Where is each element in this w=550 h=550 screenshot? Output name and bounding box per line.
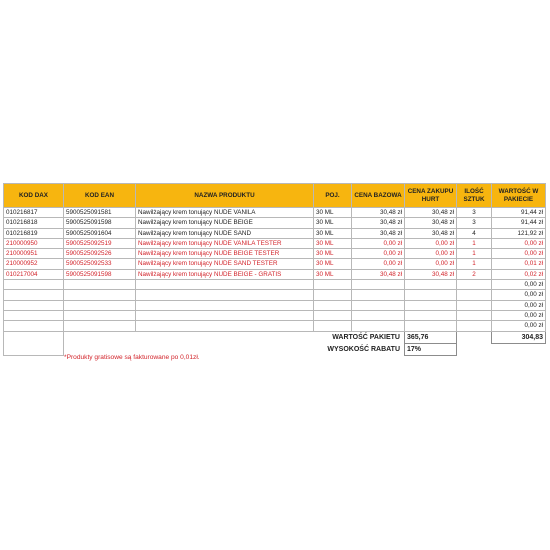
cell-product-name: Nawilżający krem tonujący NUDE BEIGE TESTER xyxy=(136,249,314,259)
cell-poj: 30 ML xyxy=(314,228,352,238)
cell-kod-dax: 010216819 xyxy=(4,228,64,238)
cell-kod-ean: 5900525091598 xyxy=(64,218,136,228)
package-base-total: 365,76 xyxy=(405,331,457,343)
cell-package-value: 0,00 zł xyxy=(492,310,546,320)
table-row xyxy=(4,218,546,228)
cell-kod-dax: 210000952 xyxy=(4,259,64,269)
empty-row xyxy=(4,310,546,320)
discount-value: 17% xyxy=(405,343,457,355)
cell-base-price: 30,48 zł xyxy=(352,269,405,279)
table-row xyxy=(4,259,546,269)
cell-kod-dax: 210000951 xyxy=(4,249,64,259)
package-value-total: 304,83 xyxy=(492,331,546,343)
cell-kod-dax: 010216817 xyxy=(4,208,64,218)
header-ilosc-sztuk: ILOŚĆ SZTUK xyxy=(457,184,492,208)
discount-label: WYSOKOŚĆ RABATU xyxy=(327,345,400,353)
cell-base-price: 30,48 zł xyxy=(352,208,405,218)
cell-poj: 30 ML xyxy=(314,249,352,259)
empty-row xyxy=(4,300,546,310)
cell-package-value: 0,00 zł xyxy=(492,280,546,290)
cell-kod-ean: 5900525091598 xyxy=(64,269,136,279)
cell-quantity: 1 xyxy=(457,259,492,269)
cell-package-value: 0,00 zł xyxy=(492,321,546,331)
table-row xyxy=(4,208,546,218)
cell-kod-ean: 5900525091581 xyxy=(64,208,136,218)
cell-wholesale-price: 0,00 zł xyxy=(405,259,457,269)
header-cena-bazowa: CENA BAZOWA xyxy=(352,184,405,208)
cell-kod-ean: 5900525091604 xyxy=(64,228,136,238)
cell-base-price: 0,00 zł xyxy=(352,249,405,259)
cell-poj: 30 ML xyxy=(314,218,352,228)
cell-base-price: 30,48 zł xyxy=(352,228,405,238)
cell-kod-dax: 010217004 xyxy=(4,269,64,279)
cell-quantity: 3 xyxy=(457,208,492,218)
cell-base-price: 30,48 zł xyxy=(352,218,405,228)
cell-package-value: 0,00 zł xyxy=(492,290,546,300)
empty-row xyxy=(4,321,546,331)
price-sheet xyxy=(3,183,546,356)
table-row xyxy=(4,249,546,259)
header-kod-dax: KOD DAX xyxy=(4,184,64,208)
cell-package-value: 0,01 zł xyxy=(492,259,546,269)
cell-package-value: 0,00 zł xyxy=(492,249,546,259)
cell-product-name: Nawilżający krem tonujący NUDE VANILA TESTER xyxy=(136,238,314,248)
cell-base-price: 0,00 zł xyxy=(352,238,405,248)
cell-poj: 30 ML xyxy=(314,269,352,279)
cell-quantity: 1 xyxy=(457,249,492,259)
cell-kod-ean: 5900525092533 xyxy=(64,259,136,269)
cell-poj: 30 ML xyxy=(314,208,352,218)
cell-wholesale-price: 30,48 zł xyxy=(405,228,457,238)
cell-quantity: 1 xyxy=(457,238,492,248)
cell-quantity: 4 xyxy=(457,228,492,238)
gratis-note: *Produkty gratisowe są fakturowane po 0,01zł. xyxy=(64,354,200,361)
cell-quantity: 2 xyxy=(457,269,492,279)
header-poj: POJ. xyxy=(314,184,352,208)
table-row xyxy=(4,228,546,238)
header-kod-ean: KOD EAN xyxy=(64,184,136,208)
package-value-label: WARTOŚĆ PAKIETU xyxy=(64,331,405,343)
cell-quantity: 3 xyxy=(457,218,492,228)
cell-package-value: 0,00 zł xyxy=(492,238,546,248)
package-value-row xyxy=(4,331,546,343)
cell-kod-ean: 5900525092526 xyxy=(64,249,136,259)
table-row xyxy=(4,238,546,248)
cell-kod-dax: 010216818 xyxy=(4,218,64,228)
product-table xyxy=(3,183,546,356)
cell-poj: 30 ML xyxy=(314,259,352,269)
cell-package-value: 91,44 zł xyxy=(492,208,546,218)
empty-row xyxy=(4,290,546,300)
cell-product-name: Nawilżający krem tonujący NUDE SAND TESTER xyxy=(136,259,314,269)
cell-package-value: 91,44 zł xyxy=(492,218,546,228)
header-wartosc-w-pakiecie: WARTOŚĆ W PAKIECIE xyxy=(492,184,546,208)
cell-product-name: Nawilżający krem tonujący NUDE BEIGE - GRATIS xyxy=(136,269,314,279)
cell-product-name: Nawilżający krem tonujący NUDE SAND xyxy=(136,228,314,238)
cell-kod-dax: 210000950 xyxy=(4,238,64,248)
table-row xyxy=(4,269,546,279)
cell-wholesale-price: 30,48 zł xyxy=(405,269,457,279)
cell-product-name: Nawilżający krem tonujący NUDE BEIGE xyxy=(136,218,314,228)
cell-wholesale-price: 0,00 zł xyxy=(405,238,457,248)
cell-package-value: 121,92 zł xyxy=(492,228,546,238)
cell-poj: 30 ML xyxy=(314,238,352,248)
cell-wholesale-price: 30,48 zł xyxy=(405,208,457,218)
header-nazwa-produktu: NAZWA PRODUKTU xyxy=(136,184,314,208)
cell-kod-ean: 5900525092519 xyxy=(64,238,136,248)
header-row xyxy=(4,184,546,208)
cell-wholesale-price: 0,00 zł xyxy=(405,249,457,259)
header-cena-zakupu-hurt: CENA ZAKUPU HURT xyxy=(405,184,457,208)
cell-wholesale-price: 30,48 zł xyxy=(405,218,457,228)
cell-package-value: 0,00 zł xyxy=(492,300,546,310)
cell-product-name: Nawilżający krem tonujący NUDE VANILA xyxy=(136,208,314,218)
empty-row xyxy=(4,280,546,290)
cell-base-price: 0,00 zł xyxy=(352,259,405,269)
cell-package-value: 0,02 zł xyxy=(492,269,546,279)
